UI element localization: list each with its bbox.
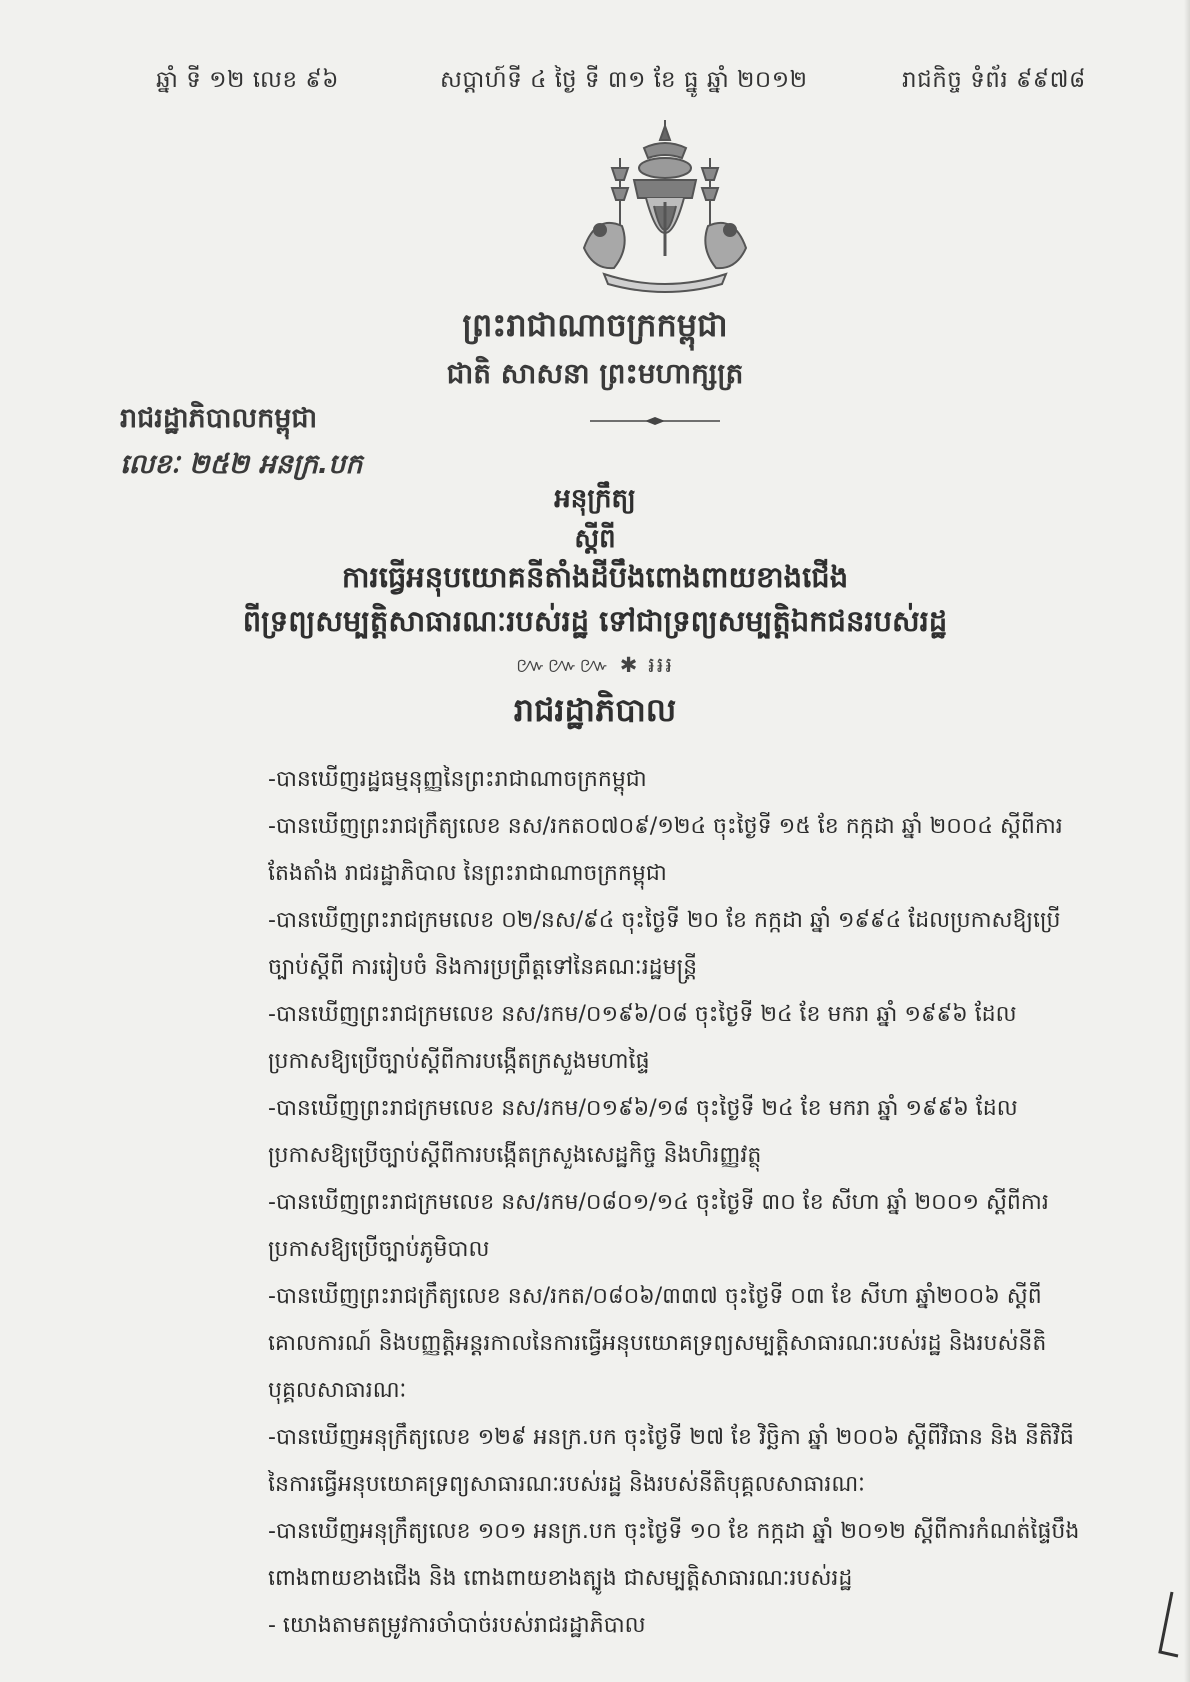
gazette-date: សប្តាហ៍ទី ៤ ថ្ងៃ ទី ៣១ ខែ ធ្នូ ឆ្នាំ ២០១២: [440, 67, 808, 93]
preamble-clause: -បានឃើញអនុក្រឹត្យលេខ ១០១ អនក្រ.បក ចុះថ្ងៃទី ១០ ខែ កក្កដា ឆ្នាំ ២០១២ ស្តីពីការកំណត់ផ្ទៃបឹងពោងពាយខាងជើង និង ពោងពាយខាងត្បូង ជាសម្បត្តិសាធារណៈរបស់រដ្ឋ: [268, 1519, 1080, 1591]
page-corner-curl-icon: [1120, 1590, 1180, 1660]
preamble-clause: -បានឃើញអនុក្រឹត្យលេខ ១២៩ អនក្រ.បក ចុះថ្ងៃទី ២៧ ខែ វិច្ឆិកា ឆ្នាំ ២០០៦ ស្តីពីវិធាន និង នីតិវិធីនៃការធ្វើអនុបយោគទ្រព្យសាធារណៈរបស់រដ្ឋ និងរបស់នីតិបុគ្គលសាធារណៈ: [268, 1425, 1074, 1497]
preamble-clause: -បានឃើញព្រះរាជក្រមលេខ ០២/នស/៩៤ ចុះថ្ងៃទី ២០ ខែ កក្កដា ឆ្នាំ ១៩៩៤ ដែលប្រកាសឱ្យប្រើច្បាប់ស្តីពី ការរៀបចំ និងការប្រព្រឹត្តទៅនៃគណៈរដ្ឋមន្ត្រី: [268, 908, 1061, 980]
document-about: ស្តីពី: [574, 524, 616, 554]
document-subject-line-2: ពីទ្រព្យសម្បត្តិសាធារណៈរបស់រដ្ឋ ទៅជាទ្រព្យសម្បត្តិឯកជនរបស់រដ្ឋ: [242, 604, 948, 638]
document-type: អនុក្រឹត្យ: [554, 484, 636, 514]
preamble-clause: - យោងតាមតម្រូវការចាំបាច់របស់រាជរដ្ឋាភិបាល: [268, 1613, 646, 1638]
preamble-clause: -បានឃើញព្រះរាជក្រមលេខ នស/រកម/០៨០១/១៤ ចុះថ្ងៃទី ៣០ ខែ សីហា ឆ្នាំ ២០០១ ស្តីពីការប្រកាសឱ្យប្រើច្បាប់ភូមិបាល: [268, 1190, 1049, 1262]
issuing-government: រាជរដ្ឋាភិបាលកម្ពុជា: [120, 403, 318, 434]
national-motto: ជាតិ សាសនា ព្រះមហាក្សត្រ: [446, 357, 744, 390]
government-heading: រាជរដ្ឋាភិបាល: [513, 691, 677, 729]
document-number: លេខៈ ២៥២ អនក្រ.បក: [120, 449, 363, 480]
scan-edge-shadow: [1184, 0, 1190, 1682]
preamble: [268, 756, 1088, 1649]
kingdom-title: ព្រះរាជាណាចក្រកម្ពុជា: [462, 306, 728, 344]
gazette-issue: ឆ្នាំ ទី ១២ លេខ ៩៦: [156, 67, 339, 93]
preamble-clause: -បានឃើញរដ្ឋធម្មនុញ្ញនៃព្រះរាជាណាចក្រកម្ពុជា: [268, 767, 647, 792]
preamble-clause: -បានឃើញព្រះរាជក្រមលេខ នស/រកម/០១៩៦/១៨ ចុះថ្ងៃទី ២៤ ខែ មករា ឆ្នាំ ១៩៩៦ ដែលប្រកាសឱ្យប្រើច្បាប់ស្តីពីការបង្កើតក្រសួងសេដ្ឋកិច្ច និងហិរញ្ញវត្ថុ: [268, 1096, 1018, 1168]
preamble-clause: -បានឃើញព្រះរាជក្រឹត្យលេខ នស/រកត/០៨០៦/៣៣៧ ចុះថ្ងៃទី ០៣ ខែ សីហា ឆ្នាំ២០០៦ ស្តីពីគោលការណ៍ និងបញ្ញត្តិអន្តរកាលនៃការធ្វើអនុបយោគទ្រព្យសម្បត្តិសាធារណៈរបស់រដ្ឋ និងរបស់នីតិបុគ្គលសាធារណៈ: [268, 1284, 1047, 1403]
gazette-page-number: រាជកិច្ច ទំព័រ ៩៩៧៨: [902, 67, 1086, 93]
ornament-divider: ៚៚៚ ✱ ៛៛៛: [515, 653, 675, 677]
document-subject-line-1: ការធ្វើអនុបយោគនីតាំងដីបឹងពោងពាយខាងជើង: [341, 560, 849, 594]
preamble-clause: -បានឃើញព្រះរាជក្រមលេខ នស/រកម/០១៩៦/០៨ ចុះថ្ងៃទី ២៤ ខែ មករា ឆ្នាំ ១៩៩៦ ដែលប្រកាសឱ្យប្រើច្បាប់ស្តីពីការបង្កើតក្រសួងមហាផ្ទៃ: [268, 1002, 1017, 1074]
preamble-clause: -បានឃើញព្រះរាជក្រឹត្យលេខ នស/រកត០៧០៩/១២៤ ចុះថ្ងៃទី ១៥ ខែ កក្កដា ឆ្នាំ ២០០៤ ស្តីពីការតែងតាំង រាជរដ្ឋាភិបាល នៃព្រះរាជាណាចក្រកម្ពុជា: [268, 814, 1063, 886]
royal-coat-of-arms-icon: [574, 118, 756, 300]
decorative-divider: [590, 417, 720, 425]
